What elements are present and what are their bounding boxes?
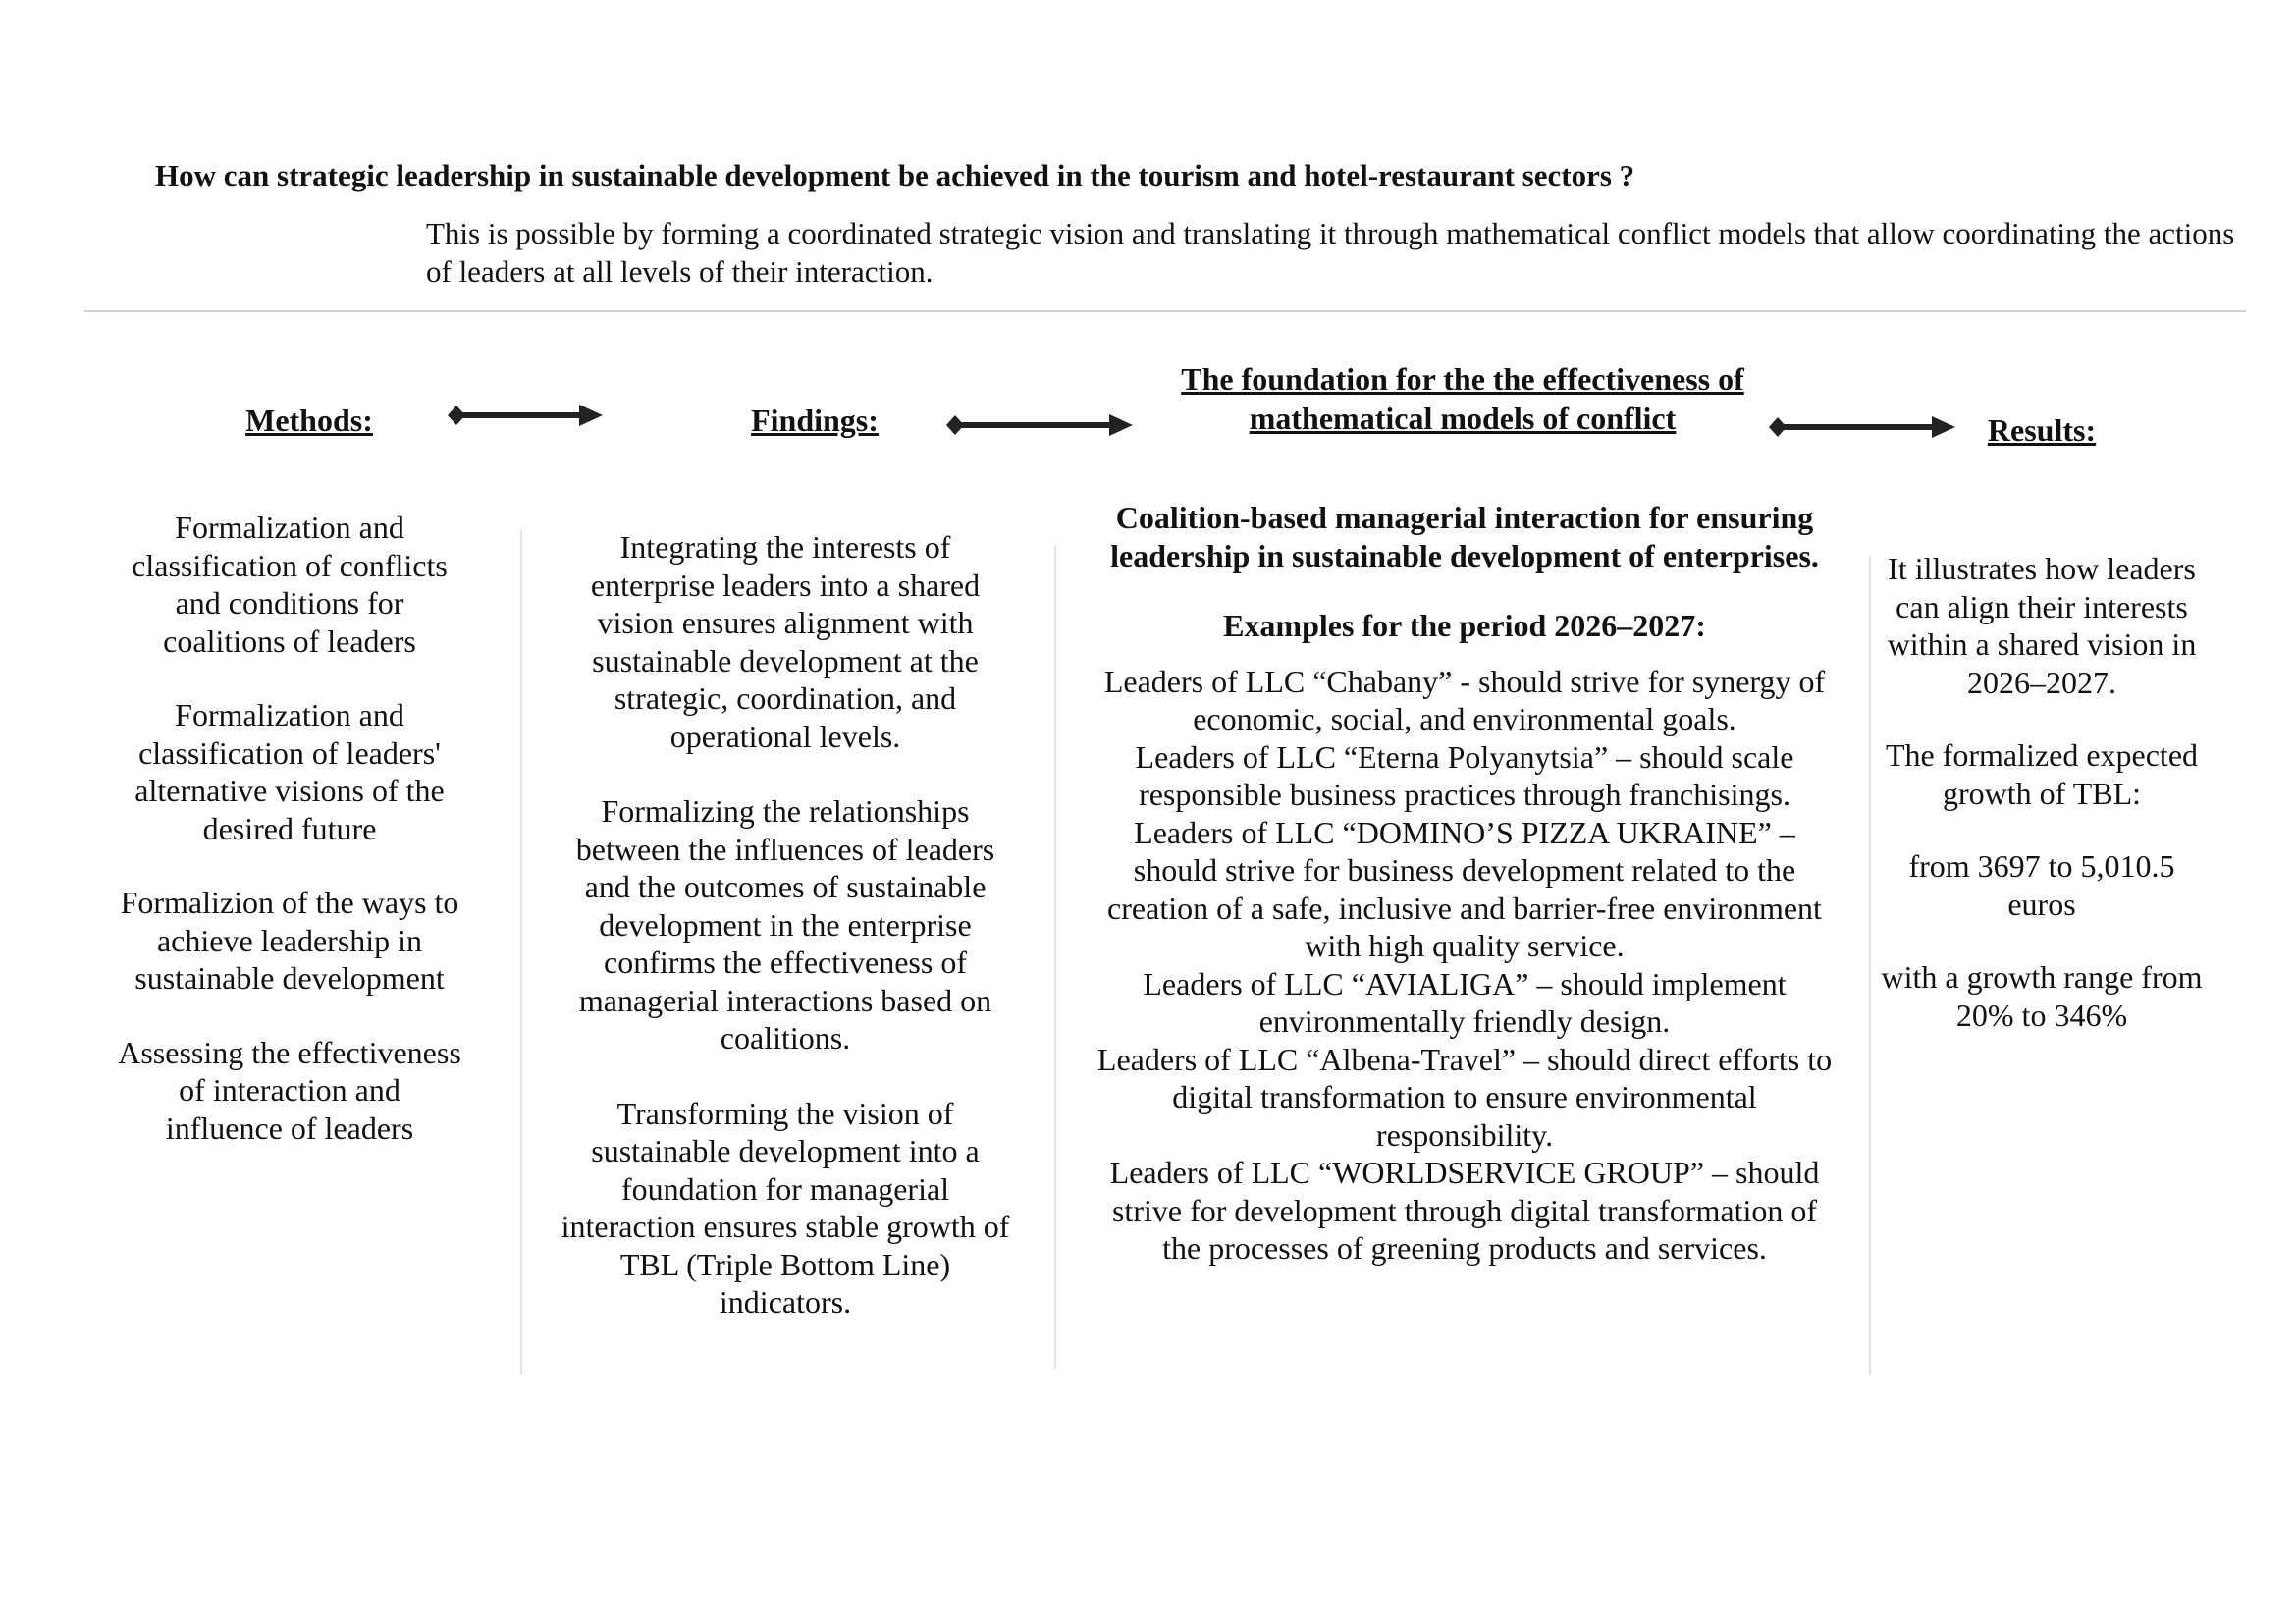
findings-item: Transforming the vision of sustainable development into a foundation for managerial interaction ensures stable growth of TBL (Triple Bottom Line) indicators. [561,1095,1010,1320]
example-item: Leaders of LLC “AVIALIGA” – should implement environmentally friendly design. [1143,965,1787,1039]
example-item: Leaders of LLC “DOMINO’S PIZZA UKRAINE” – should strive for business development related to the creation of a safe, inclusive and barrier-free environment with high quality service. [1107,814,1822,963]
results-item: It illustrates how leaders can align their interests within a shared vision in 2026–2027. [1887,551,2197,700]
research-answer: This is possible by forming a coordinated strategic vision and translating it through mathematical conflict models that allow coordinating the actions of leaders at all levels of their interaction. [426,216,2235,289]
example-item: Leaders of LLC “Eterna Polyanytsia” – should scale responsible business practices through franchisings. [1135,738,1794,812]
results-item: The formalized expected growth of TBL: [1885,737,2199,811]
results-item: from 3697 to 5,010.5 euros [1908,848,2175,922]
methods-item: Assessing the effectiveness of interaction and influence of leaders [118,1034,461,1146]
example-item: Leaders of LLC “Albena-Travel” – should direct efforts to digital transformation to ensure environmental responsibility. [1096,1041,1833,1153]
methods-item: Formalizion of the ways to achieve leadership in sustainable development [120,885,459,996]
column-separator [520,530,522,1375]
double-arrow-icon [1769,412,1957,442]
example-item: Leaders of LLC “Chabany” - should strive for synergy of economic, social, and environmental goals. [1103,663,1826,736]
example-item: Leaders of LLC “WORLDSERVICE GROUP” – should strive for development through digital transformation of the processes of greening products and services. [1109,1155,1820,1266]
results-column [1880,550,2204,1034]
methods-header: Methods: [245,403,373,438]
methods-item: Formalization and classification of conflicts and conditions for coalitions of leaders [132,510,448,659]
research-question: How can strategic leadership in sustainable development be achieved in the tourism and hotel-restaurant sectors ? [155,158,1635,192]
column-separator [1869,556,1871,1375]
column-separator [1054,546,1056,1369]
methods-item: Formalization and classification of leaders' alternative visions of the desired future [134,697,445,846]
horizontal-divider [84,310,2246,312]
double-arrow-icon [946,410,1135,440]
examples-title: Examples for the period 2026–2027: [1223,608,1706,643]
findings-item: Integrating the interests of enterprise leaders into a shared vision ensures alignment with sustainable development at the strategic, coordination, and operational levels. [590,529,981,754]
methods-column [118,509,461,1147]
foundation-column [1092,499,1838,1268]
foundation-header: The foundation for the the effectiveness of mathematical models of conflict [1181,361,1744,436]
findings-column [555,528,1016,1322]
findings-header: Findings: [751,403,879,438]
foundation-subtitle: Coalition-based managerial interaction for ensuring leadership in sustainable development of enterprises. [1110,500,1819,573]
double-arrow-icon [448,401,605,430]
results-item: with a growth range from 20% to 346% [1881,959,2203,1033]
examples-list [1092,663,1838,1268]
findings-item: Formalizing the relationships between the influences of leaders and the outcomes of sustainable development in the enterprise confirms the effectiveness of managerial interactions based on coalitions. [575,793,995,1056]
results-header: Results: [1987,412,2097,448]
